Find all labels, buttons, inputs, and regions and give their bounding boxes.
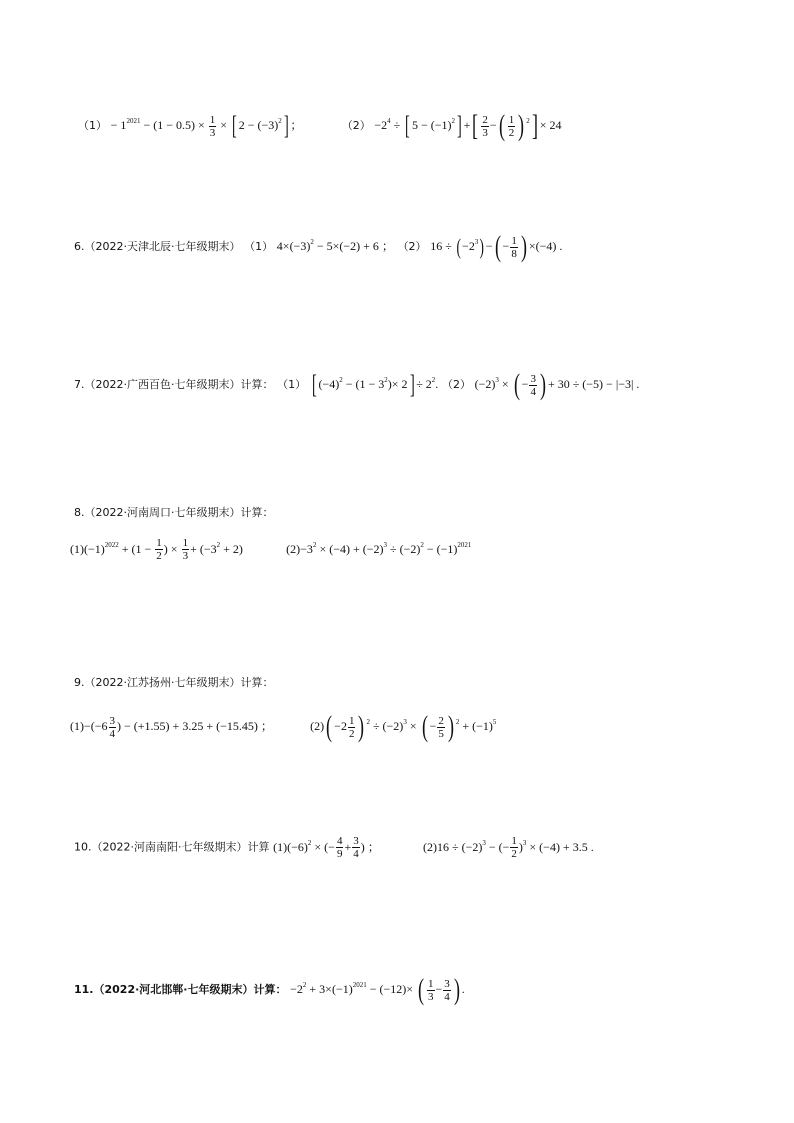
problem-11-expr: $-2^2 + 3\times(-1)^{2021} - (-12)\times$ ( $\frac{1}{3}$ − $\frac{3}{4}$ ) . [290,973,465,1006]
problem-7-header: 7.（2022·广西百色·七年级期末）计算： [74,378,274,391]
problem-9-header: 9.（2022·江苏扬州·七年级期末）计算： [74,676,274,689]
problem-9-header-line [74,677,273,689]
problem-8-header: 8.（2022·河南周口·七年级期末）计算： [74,506,274,519]
problem-6-header: 6.（2022·天津北辰·七年级期末） [74,240,241,253]
problem-7-part1-expr: [ $(-4)^2 - (1 - 3^2)\times 2] \div 2^2$. [311,370,439,399]
problem-9-expr-line [70,712,496,742]
problem-5-part2-expr: $-2^4$ ÷ [ $5 - (-1)^2$] +[ $\frac{2}{3}$ −( $\frac{1}{2}$ ) $^2$] × 24 [374,109,562,142]
problem-5-part1-expr: − $1^{2021} - (1 - 0.5)$ × $\frac{1}{3}$ × [ $2 - (-3)^2$] ； [110,111,303,140]
problem-7-part1-label: （1） [277,378,307,391]
problem-6-part2-label: （2） [397,240,427,253]
problem-6-part1-expr: $4\times(-3)^2 - 5\times(-2) + 6$ ； [276,238,394,253]
problem-7-part2-label: （2） [441,378,471,391]
problem-8-header-line [74,507,273,519]
problem-5-part2-label: （2） [341,119,371,132]
problem-10-header: 10.（2022·河南南阳·七年级期末）计算 [74,840,270,854]
problem-6-part2-expr: $16 \div (-2^3)-$( − $\frac{1}{8}$ ) ×(−4) . [430,230,563,263]
problem-8-part1-expr: $(1)(-1)^{2022} + (1$ − $\frac{1}{2}$ ) × $\frac{1}{3}$ + $(-3^2 + 2)$ [70,537,243,562]
problem-11-line [74,975,465,1005]
problem-6-part1-label: （1） [244,240,274,253]
problem-9-part2-expr: (2)( −2 $\frac{1}{2}$ ) $^2 \div (-2)^3$ × ( − $\frac{2}{5}$ ) $^2 + (-1)^5$ [310,710,497,743]
problem-10-part2-expr: $(2)16 \div (-2)^3$ − (− $\frac{1}{2}$ )$^3$ × (−4) + 3.5 . [423,835,594,860]
problem-8-expr-line [70,537,471,562]
problem-5-line [78,111,561,141]
problem-7-part2-expr: $(-2)^3$ × ( − $\frac{3}{4}$ ) + 30 ÷ (−5) − |−3| . [474,368,640,401]
problem-5-part1-label: （1） [78,119,107,132]
problem-10-part1-expr: $(1)(-6)^2$ × (− $\frac{4}{9}$ + $\frac{3}{4}$ ) ； [273,835,380,860]
problem-7-line [74,370,639,400]
problem-11-header: 11.（2022·河北邯郸·七年级期末）计算： [74,983,287,996]
problem-10-line [74,835,594,860]
problem-6-line [74,232,562,262]
problem-8-part2-expr: $(2)-3^2 \times (-4) + (-2)^3 \div (-2)^2 - (-1)^{2021}$ [286,540,472,556]
problem-9-part1-expr: (1)−(−6 $\frac{3}{4}$ ) − (+1.55) + 3.25 + (−15.45) ； [70,714,273,740]
